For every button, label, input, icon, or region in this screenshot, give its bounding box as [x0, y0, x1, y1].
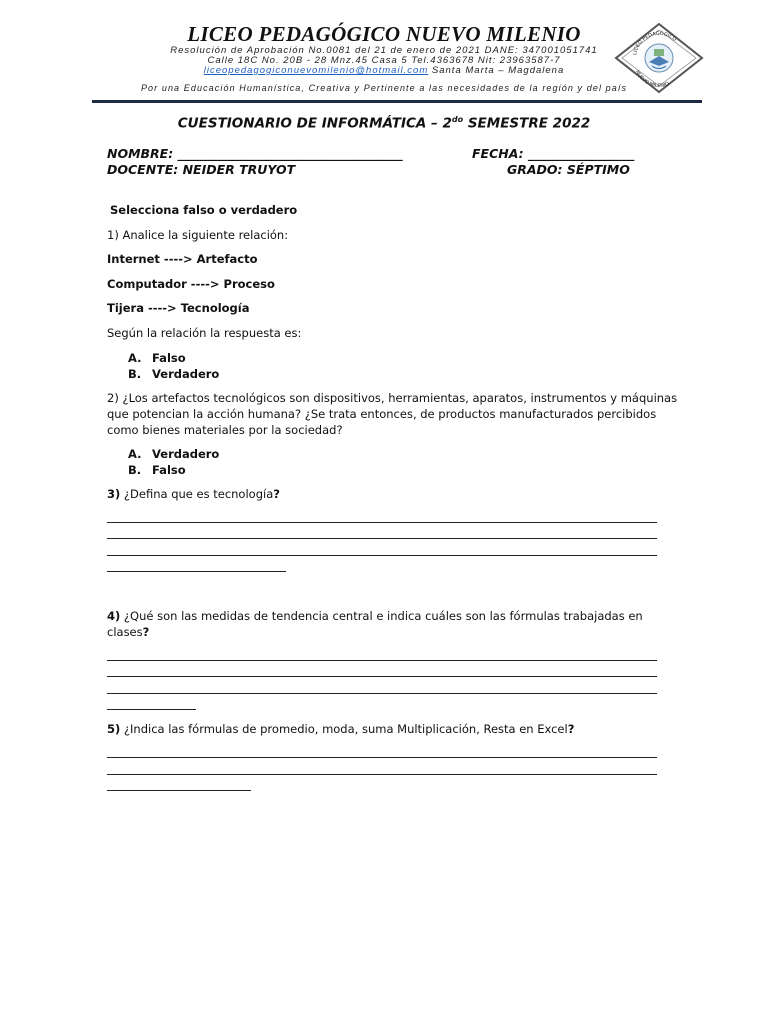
q2-option-b[interactable]: B. Falso [128, 463, 186, 477]
q2-option-a[interactable]: A. Verdadero [128, 447, 220, 461]
q4-prompt-line-2: clases? [107, 625, 150, 639]
q5-prompt: 5) ¿Indica las fórmulas de promedio, moda, suma Multiplicación, Resta en Excel? [107, 722, 575, 736]
nombre-field[interactable]: NOMBRE: ____________________________________ [107, 146, 403, 161]
q1-prompt: 1) Analice la siguiente relación: [107, 228, 289, 242]
q2-prompt-line-1: 2) ¿Los artefactos tecnológicos son dispositivos, herramientas, aparatos, instrumentos y máquinas [107, 391, 678, 405]
q5-answer-line-2[interactable] [107, 774, 657, 775]
city-text: Santa Marta – Magdalena [428, 65, 565, 76]
q4-answer-line-2[interactable] [107, 676, 657, 677]
q1-pair-2: Computador ----> Proceso [107, 277, 275, 291]
q2-prompt-line-3: como bienes materiales por la sociedad? [107, 423, 343, 437]
q3-answer-line-1[interactable] [107, 522, 657, 523]
fecha-field[interactable]: FECHA: _________________ [472, 146, 635, 161]
q4-answer-line-4[interactable] [107, 709, 196, 710]
motto: Por una Educación Humanística, Creativa y Pertinente a las necesidades de la región y del país [140, 83, 628, 93]
resolution-line: Resolución de Aprobación No.0081 del 21 de enero de 2021 DANE: 347001051741 [170, 45, 598, 56]
q3-answer-line-4[interactable] [107, 571, 286, 572]
q3-answer-line-2[interactable] [107, 538, 657, 539]
instructions: Selecciona falso o verdadero [110, 203, 298, 217]
q4-prompt-line-1: 4) ¿Qué son las medidas de tendencia central e indica cuáles son las fórmulas trabajadas en [107, 609, 643, 623]
q3-answer-line-3[interactable] [107, 555, 657, 556]
q3-prompt: 3) ¿Defina que es tecnología? [107, 487, 280, 501]
header-rule [92, 100, 702, 103]
logo-ring-top-text: LICEO PEDAGÓGICO [632, 30, 678, 56]
q5-answer-line-1[interactable] [107, 757, 657, 758]
logo-ring-bottom-text: NUEVO MILENIO [633, 69, 671, 90]
quiz-title: CUESTIONARIO DE INFORMÁTICA – $2^{do}$ SEMESTRE 2022 [177, 115, 591, 132]
q4-answer-line-1[interactable] [107, 660, 657, 661]
q2-prompt-line-2: que potencian la acción humana? ¿Se trata entonces, de productos manufacturados percibidos [107, 407, 657, 421]
school-logo [614, 22, 704, 94]
q1-option-b[interactable]: B. Verdadero [128, 367, 220, 381]
grado-label: GRADO: SÉPTIMO [507, 162, 630, 177]
docente-label: DOCENTE: NEIDER TRUYOT [107, 162, 296, 177]
q4-answer-line-3[interactable] [107, 693, 657, 694]
q1-pair-1: Internet ----> Artefacto [107, 252, 258, 266]
q5-answer-line-3[interactable] [107, 790, 251, 791]
q1-pair-3: Tijera ----> Tecnología [107, 301, 250, 315]
school-name: LICEO PEDAGÓGICO NUEVO MILENIO [187, 22, 581, 46]
address-line: Calle 18C No. 20B - 28 Mnz.45 Casa 5 Tel.4363678 Nit: 23963587-7 [207, 55, 561, 66]
q1-option-a[interactable]: A. Falso [128, 351, 186, 365]
email-link[interactable]: liceopedagogiconuevomilenio@hotmail.com [203, 65, 429, 76]
q1-stem: Según la relación la respuesta es: [107, 326, 302, 340]
